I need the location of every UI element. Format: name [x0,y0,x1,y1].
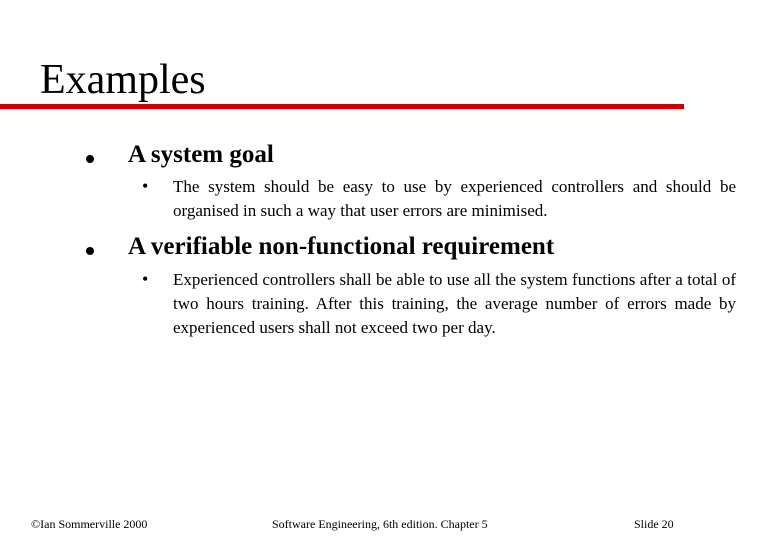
slide-title: Examples [40,57,206,103]
footer-slide-number: Slide 20 [634,517,674,531]
title-underline-rule [0,104,684,109]
bullet-heading-system-goal: A system goal [128,141,274,168]
footer-book-title: Software Engineering, 6th edition. Chapter 5 [272,517,488,531]
bullet-heading-verifiable-requirement: A verifiable non-functional requirement [128,233,555,260]
bullet-icon [86,247,94,255]
footer-copyright: ©Ian Sommerville 2000 [31,517,148,531]
sub-bullet-text-verifiable-requirement: Experienced controllers shall be able to use all the system functions after a total of two hours training. After this training, the average number of errors made by experienced users shall not exceed two per day. [173,270,736,337]
sub-bullet-icon: • [142,176,149,196]
sub-bullet-text-system-goal: The system should be easy to use by experienced controllers and should be organised in such a way that user errors are minimised. [173,177,736,220]
sub-bullet-icon: • [142,269,149,289]
bullet-icon [86,155,94,163]
